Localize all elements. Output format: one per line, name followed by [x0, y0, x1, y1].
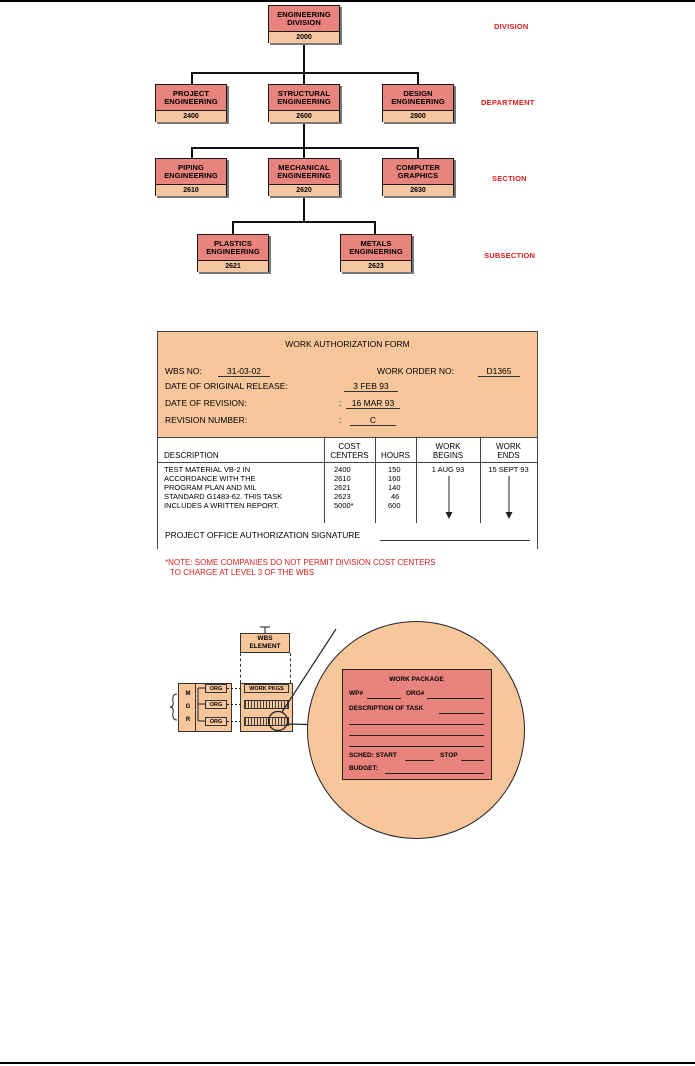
org-small-box: ORG — [205, 717, 227, 726]
work-table — [158, 437, 537, 525]
connector — [303, 122, 305, 158]
wp-form-title: WORK PACKAGE — [389, 676, 444, 683]
work-order-value: D1365 — [478, 366, 520, 377]
wp-number-label: WP# — [349, 690, 364, 697]
description-line: STANDARD G1483-62. THIS TASK — [164, 492, 283, 501]
hours-value: 600 — [388, 501, 401, 510]
org-box-name: DESIGN ENGINEERING — [383, 85, 453, 111]
connector — [191, 72, 419, 74]
stop-label: STOP — [440, 752, 458, 759]
org-box-name: MECHANICAL ENGINEERING — [269, 159, 339, 185]
wbs-label: WBS NO: — [165, 366, 202, 376]
cost-center-value: 2623 — [334, 492, 351, 501]
work-package-form — [342, 669, 492, 780]
level-label-subsection: SUBSECTION — [484, 251, 536, 260]
down-arrow-icon — [504, 476, 514, 520]
manager-letter: R — [185, 717, 191, 723]
signature-line — [380, 540, 530, 541]
budget-label: BUDGET: — [349, 765, 378, 772]
work-order-label: WORK ORDER NO: — [377, 366, 454, 376]
org-number-label: ORG# — [406, 690, 425, 697]
manager-letter: M — [185, 691, 191, 697]
connector — [191, 147, 419, 149]
description-line: INCLUDES A WRITTEN REPORT. — [164, 501, 279, 510]
org-box-code: 2600 — [269, 111, 339, 122]
org-box-piping-engineering — [155, 158, 227, 196]
bottom-rule — [0, 1062, 695, 1064]
header-work-begins: WORK BEGINS — [432, 442, 464, 460]
level-label-section: SECTION — [492, 174, 527, 183]
connector — [417, 72, 419, 84]
note-line-2: TO CHARGE AT LEVEL 3 OF THE WBS — [170, 568, 315, 577]
work-begins-value: 1 AUG 93 — [431, 465, 465, 474]
connector — [303, 42, 305, 84]
connector — [374, 221, 376, 234]
task-description-label: DESCRIPTION OF TASK — [349, 705, 424, 712]
manager-letter: G — [185, 704, 191, 710]
org-box-name: PROJECT ENGINEERING — [156, 85, 226, 111]
org-box-code: 2610 — [156, 185, 226, 196]
org-box-name: ENGINEERING DIVISION — [269, 6, 339, 32]
org-box-design-engineering — [382, 84, 454, 122]
level-label-department: DEPARTMENT — [481, 98, 535, 107]
note-line-1: *NOTE: SOME COMPANIES DO NOT PERMIT DIVISION COST CENTERS — [165, 558, 436, 567]
cost-center-value: 2610 — [334, 474, 351, 483]
description-line: TEST MATERIAL VB-2 IN — [164, 465, 251, 474]
revision-number-value: C — [350, 415, 396, 426]
org-box-project-engineering — [155, 84, 227, 122]
org-box-engineering-division — [268, 5, 340, 43]
stop-line — [461, 760, 484, 761]
org-box-code: 2400 — [156, 111, 226, 122]
org-box-code: 2623 — [341, 261, 411, 272]
hours-value: 46 — [391, 492, 400, 501]
description-line: ACCORDANCE WITH THE — [164, 474, 256, 483]
header-divider — [158, 462, 537, 463]
org-box-name: METALS ENGINEERING — [341, 235, 411, 261]
work-pkgs-box: WORK PKGS — [244, 684, 289, 693]
connector — [232, 221, 234, 234]
revision-number-colon: : — [339, 415, 342, 425]
signature-label: PROJECT OFFICE AUTHORIZATION SIGNATURE — [165, 530, 361, 540]
form-title: WORK AUTHORIZATION FORM — [285, 339, 410, 349]
cost-center-value: 5000* — [334, 501, 354, 510]
revision-date-label: DATE OF REVISION: — [165, 398, 247, 408]
down-arrow-icon — [444, 476, 454, 520]
wbs-value: 31-03-02 — [218, 366, 270, 377]
hours-value: 160 — [388, 474, 401, 483]
top-rule — [0, 0, 695, 2]
org-box-code: 2000 — [269, 32, 339, 43]
signature-row — [158, 523, 537, 549]
connector — [232, 221, 376, 223]
connector — [303, 196, 305, 223]
cost-center-value: 2621 — [334, 483, 351, 492]
connector — [191, 147, 193, 158]
task-description-line — [439, 713, 484, 714]
task-description-line — [349, 746, 484, 747]
work-authorization-form — [157, 331, 538, 549]
sched-start-line — [405, 760, 434, 761]
description-line: PROGRAM PLAN AND MIL — [164, 483, 257, 492]
org-box-code: 2800 — [383, 111, 453, 122]
header-work-ends: WORK ENDS — [496, 442, 521, 460]
dashed-guide — [240, 653, 241, 683]
org-box-structural-engineering — [268, 84, 340, 122]
org-small-box: ORG — [205, 700, 227, 709]
connector — [417, 147, 419, 158]
work-ends-value: 15 SEPT 93 — [488, 465, 529, 474]
header-cost-centers: COST CENTERS — [330, 442, 369, 460]
cost-center-value: 2400 — [334, 465, 351, 474]
org-box-name: COMPUTER GRAPHICS — [383, 159, 453, 185]
level-label-division: DIVISION — [494, 22, 529, 31]
sched-start-label: SCHED: START — [349, 752, 397, 759]
original-release-label: DATE OF ORIGINAL RELEASE: — [165, 381, 288, 391]
original-release-value: 3 FEB 93 — [344, 381, 398, 392]
revision-date-colon: : — [339, 398, 342, 408]
header-hours: HOURS — [381, 451, 410, 460]
org-box-metals-engineering — [340, 234, 412, 272]
budget-line — [385, 773, 484, 774]
revision-date-value: 16 MAR 93 — [346, 398, 400, 409]
hours-value: 150 — [388, 465, 401, 474]
org-small-box: ORG — [205, 684, 227, 693]
org-number-line — [427, 698, 484, 699]
manager-column — [178, 683, 196, 732]
org-box-code: 2620 — [269, 185, 339, 196]
wbs-element-box: WBS ELEMENT — [240, 633, 290, 653]
org-box-name: STRUCTURAL ENGINEERING — [269, 85, 339, 111]
cost-center-note — [165, 558, 436, 578]
wp-number-line — [367, 698, 401, 699]
hours-value: 140 — [388, 483, 401, 492]
header-description: DESCRIPTION — [164, 451, 219, 460]
org-box-name: PLASTICS ENGINEERING — [198, 235, 268, 261]
org-box-mechanical-engineering — [268, 158, 340, 196]
revision-number-label: REVISION NUMBER: — [165, 415, 248, 425]
task-description-line — [349, 735, 484, 736]
brace-icon — [170, 693, 178, 721]
org-box-plastics-engineering — [197, 234, 269, 272]
org-box-name: PIPING ENGINEERING — [156, 159, 226, 185]
connector — [191, 72, 193, 84]
org-box-computer-graphics — [382, 158, 454, 196]
org-box-code: 2630 — [383, 185, 453, 196]
org-box-code: 2621 — [198, 261, 268, 272]
task-description-line — [349, 724, 484, 725]
